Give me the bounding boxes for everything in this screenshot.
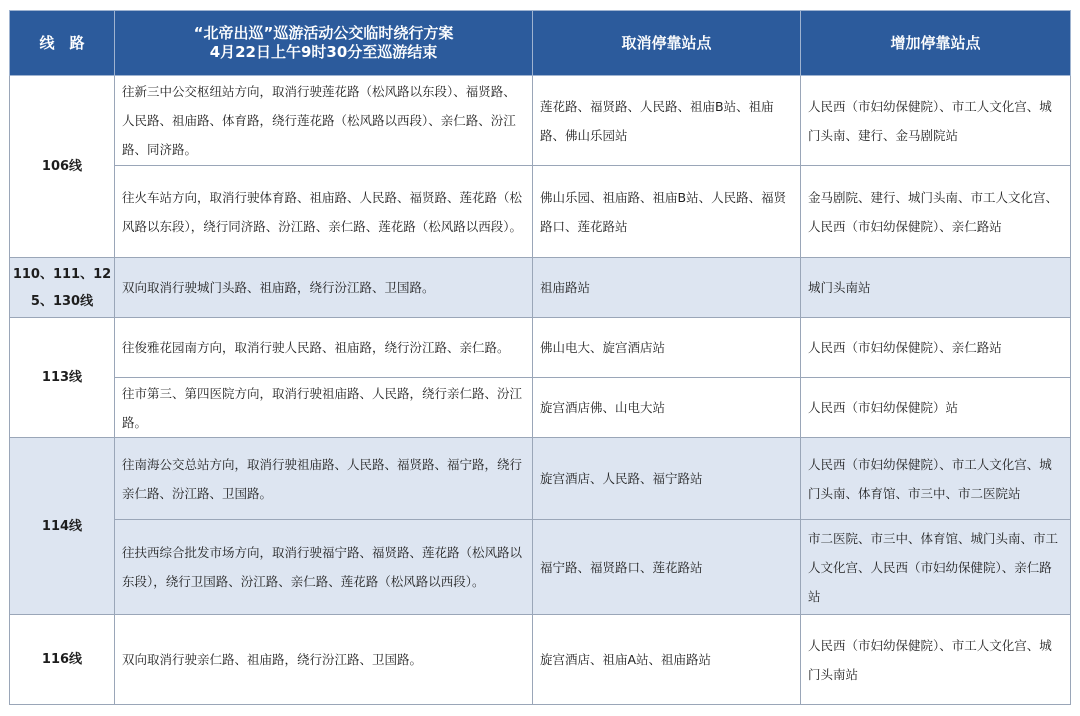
table-row [10,258,1071,318]
line-cell: 114线 [10,438,115,615]
table-row [10,318,1071,378]
table-row [10,615,1071,705]
header-cancel: 取消停靠站点 [533,11,801,76]
route-table-container [9,10,1070,712]
cancel-cell: 旋宫酒店、人民路、福宁路站 [533,438,801,520]
cancel-cell: 莲花路、福贤路、人民路、祖庙B站、祖庙路、佛山乐园站 [533,76,801,166]
add-cell: 人民西（市妇幼保健院）、市工人文化宫、城门头南、建行、金马剧院站 [801,76,1071,166]
table-row [10,76,1071,166]
table-row [10,438,1071,520]
header-title [115,11,533,76]
line-cell: 106线 [10,76,115,258]
detour-cell: 往火车站方向，取消行驶体育路、祖庙路、人民路、福贤路、莲花路（松风路以东段），绕行同济路、汾江路、亲仁路、莲花路（松风路以西段）。 [115,166,533,258]
bus-detour-table [9,10,1071,705]
table-row [10,166,1071,258]
header-title-line1: “北帝出巡”巡游活动公交临时绕行方案 [193,24,454,42]
line-cell: 116线 [10,615,115,705]
add-cell: 人民西（市妇幼保健院）、亲仁路站 [801,318,1071,378]
table-row [10,520,1071,615]
header-title-line2: 4月22日上午9时30分至巡游结束 [209,43,438,61]
add-cell: 人民西（市妇幼保健院）、市工人文化宫、城门头南、体育馆、市三中、市二医院站 [801,438,1071,520]
add-cell: 金马剧院、建行、城门头南、市工人文化宫、人民西（市妇幼保健院）、亲仁路站 [801,166,1071,258]
cancel-cell: 旋宫酒店佛、山电大站 [533,378,801,438]
add-cell: 人民西（市妇幼保健院）、市工人文化宫、城门头南站 [801,615,1071,705]
add-cell: 城门头南站 [801,258,1071,318]
detour-cell: 往南海公交总站方向，取消行驶祖庙路、人民路、福贤路、福宁路，绕行亲仁路、汾江路、卫国路。 [115,438,533,520]
header-line: 线 路 [10,11,115,76]
detour-cell: 往俊雅花园南方向，取消行驶人民路、祖庙路，绕行汾江路、亲仁路。 [115,318,533,378]
cancel-cell: 佛山电大、旋宫酒店站 [533,318,801,378]
detour-cell: 往扶西综合批发市场方向，取消行驶福宁路、福贤路、莲花路（松风路以东段），绕行卫国路、汾江路、亲仁路、莲花路（松风路以西段）。 [115,520,533,615]
add-cell: 市二医院、市三中、体育馆、城门头南、市工人文化宫、人民西（市妇幼保健院）、亲仁路站 [801,520,1071,615]
cancel-cell: 旋宫酒店、祖庙A站、祖庙路站 [533,615,801,705]
detour-cell: 双向取消行驶城门头路、祖庙路，绕行汾江路、卫国路。 [115,258,533,318]
cancel-cell: 佛山乐园、祖庙路、祖庙B站、人民路、福贤路口、莲花路站 [533,166,801,258]
table-header-row [10,11,1071,76]
detour-cell: 双向取消行驶亲仁路、祖庙路，绕行汾江路、卫国路。 [115,615,533,705]
header-add: 增加停靠站点 [801,11,1071,76]
add-cell: 人民西（市妇幼保健院）站 [801,378,1071,438]
detour-cell: 往新三中公交枢纽站方向，取消行驶莲花路（松风路以东段）、福贤路、人民路、祖庙路、体育路，绕行莲花路（松风路以西段）、亲仁路、汾江路、同济路。 [115,76,533,166]
line-cell: 110、111、125、130线 [10,258,115,318]
line-cell: 113线 [10,318,115,438]
table-row [10,378,1071,438]
cancel-cell: 福宁路、福贤路口、莲花路站 [533,520,801,615]
cancel-cell: 祖庙路站 [533,258,801,318]
detour-cell: 往市第三、第四医院方向，取消行驶祖庙路、人民路，绕行亲仁路、汾江路。 [115,378,533,438]
